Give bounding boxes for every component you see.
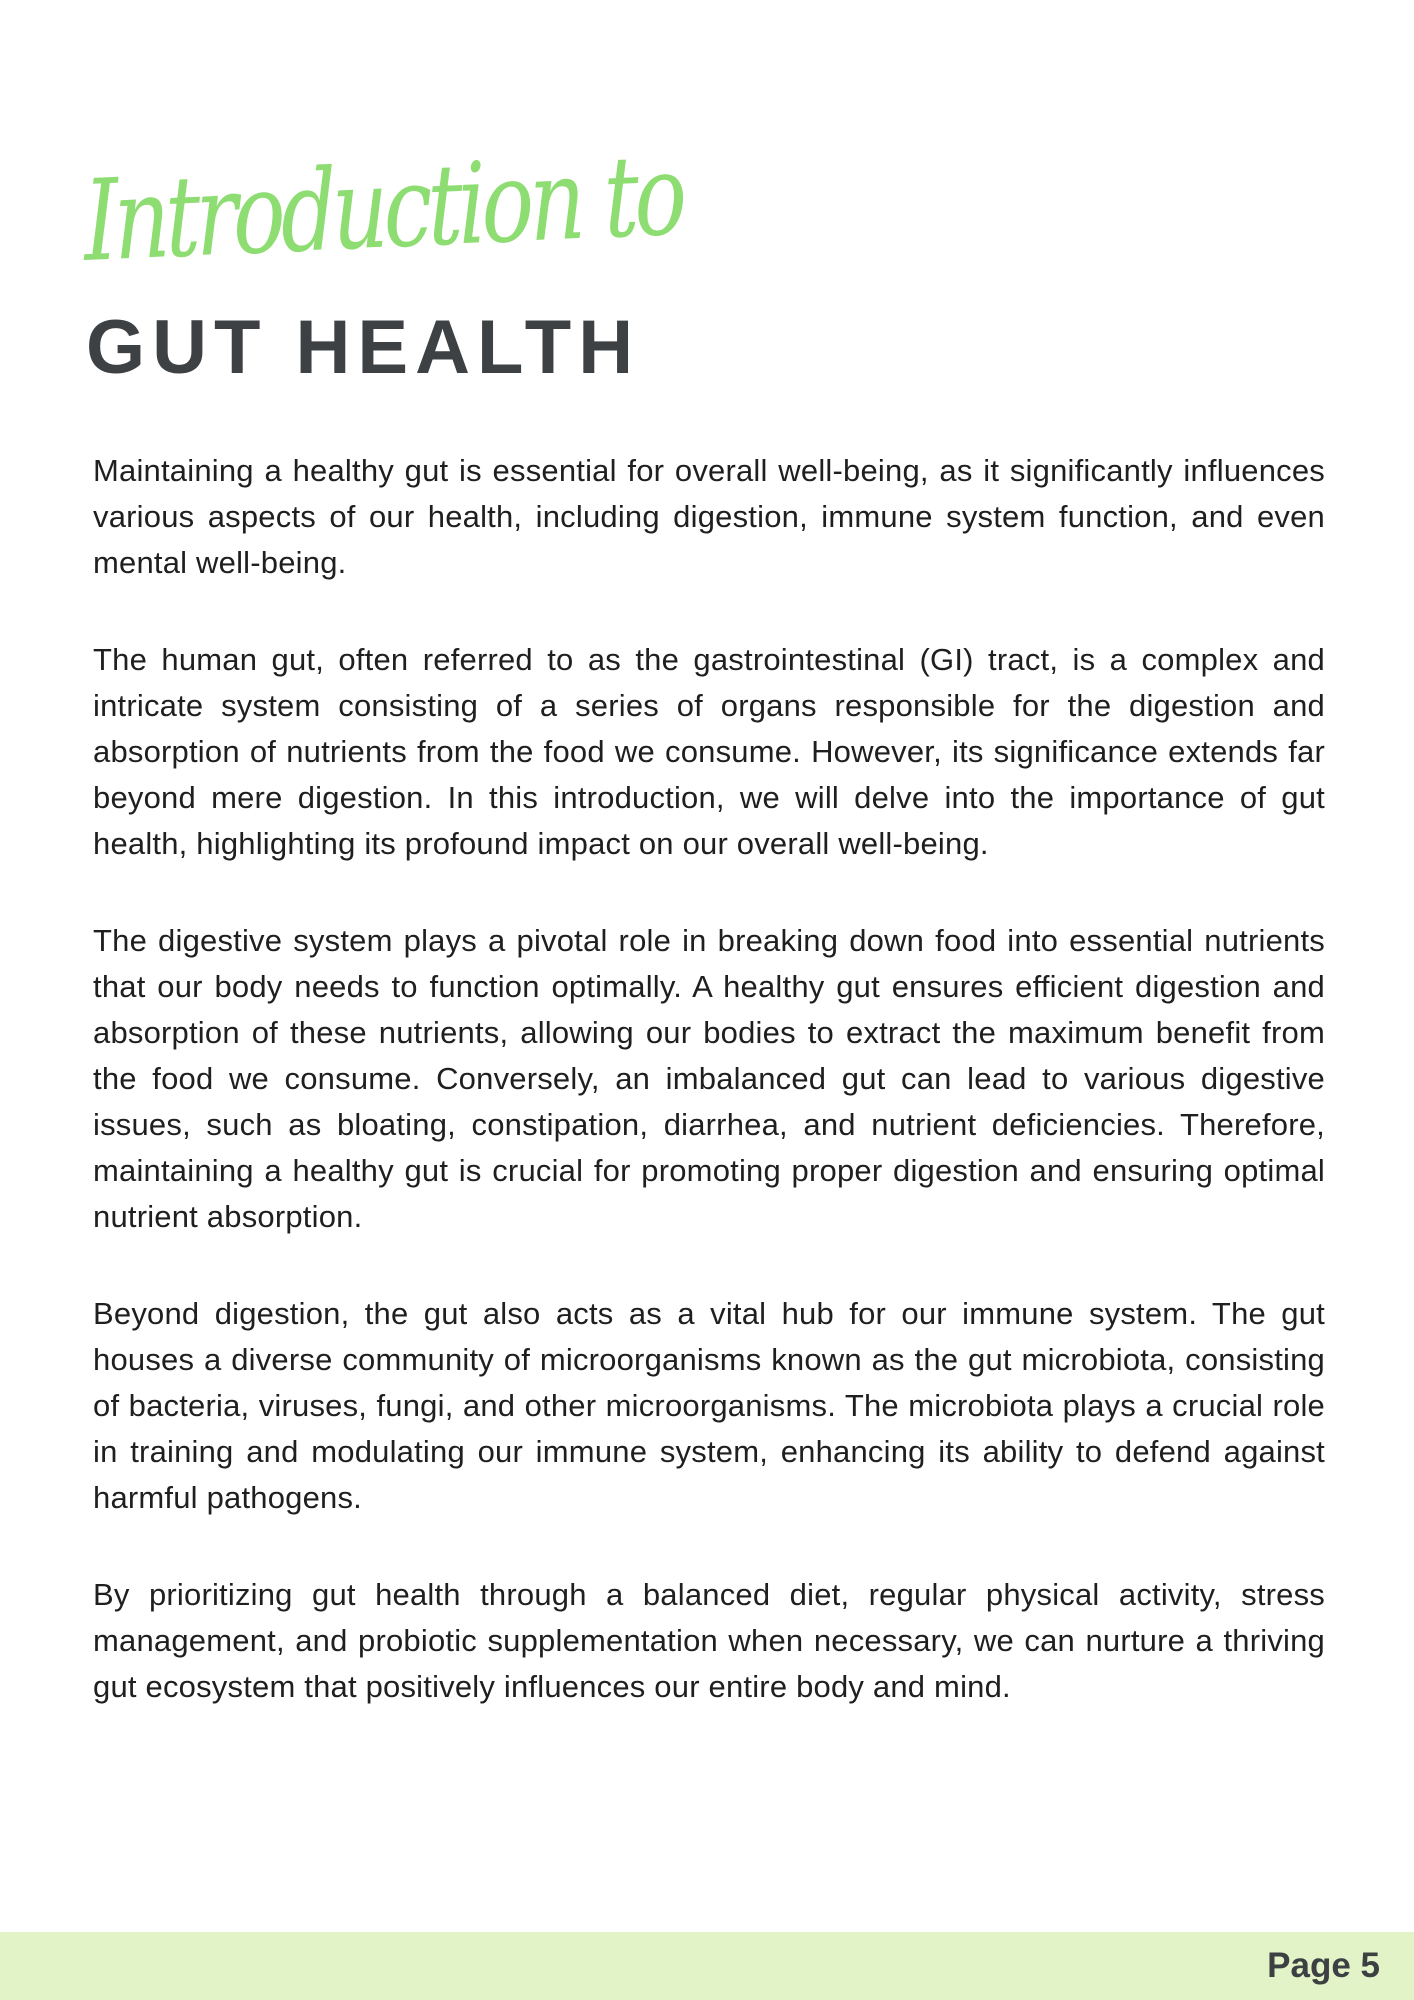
page-header: [0, 0, 1414, 390]
page-title: GUT HEALTH: [86, 305, 641, 390]
footer-bar: [0, 1932, 1414, 2000]
script-heading: Introduction to: [82, 130, 684, 288]
paragraph-intro: Maintaining a healthy gut is essential for overall well-being, as it significantly influences various aspects of our health, including digestion, immune system function, and even mental well-being.: [93, 453, 1325, 580]
page-number: Page 5: [1267, 1946, 1380, 1985]
paragraph-digestive-system: The digestive system plays a pivotal role in breaking down food into essential nutrients that our body needs to function optimally. A healthy gut ensures efficient digestion and absorption of these nutrients, allowing our bodies to extract the maximum benefit from the food we consume. Conversely, an imbalanced gut can lead to various digestive issues, such as bloating, constipation, diarrhea, and nutrient deficiencies. Therefore, maintaining a healthy gut is crucial for promoting proper digestion and ensuring optimal nutrient absorption.: [93, 923, 1325, 1234]
body-text: [93, 448, 1325, 1710]
paragraph-immune-system: Beyond digestion, the gut also acts as a vital hub for our immune system. The gut houses a diverse community of microorganisms known as the gut microbiota, consisting of bacteria, viruses, fungi, and other microorganisms. The microbiota plays a crucial role in training and modulating our immune system, enhancing its ability to defend against harmful pathogens.: [93, 1296, 1325, 1515]
paragraph-prioritizing: By prioritizing gut health through a balanced diet, regular physical activity, stress management, and probiotic supplementation when necessary, we can nurture a thriving gut ecosystem that positively influences our entire body and mind.: [93, 1577, 1325, 1704]
paragraph-gi-tract: The human gut, often referred to as the gastrointestinal (GI) tract, is a complex and intricate system consisting of a series of organs responsible for the digestion and absorption of nutrients from the food we consume. However, its significance extends far beyond mere digestion. In this introduction, we will delve into the importance of gut health, highlighting its profound impact on our overall well-being.: [93, 642, 1325, 861]
